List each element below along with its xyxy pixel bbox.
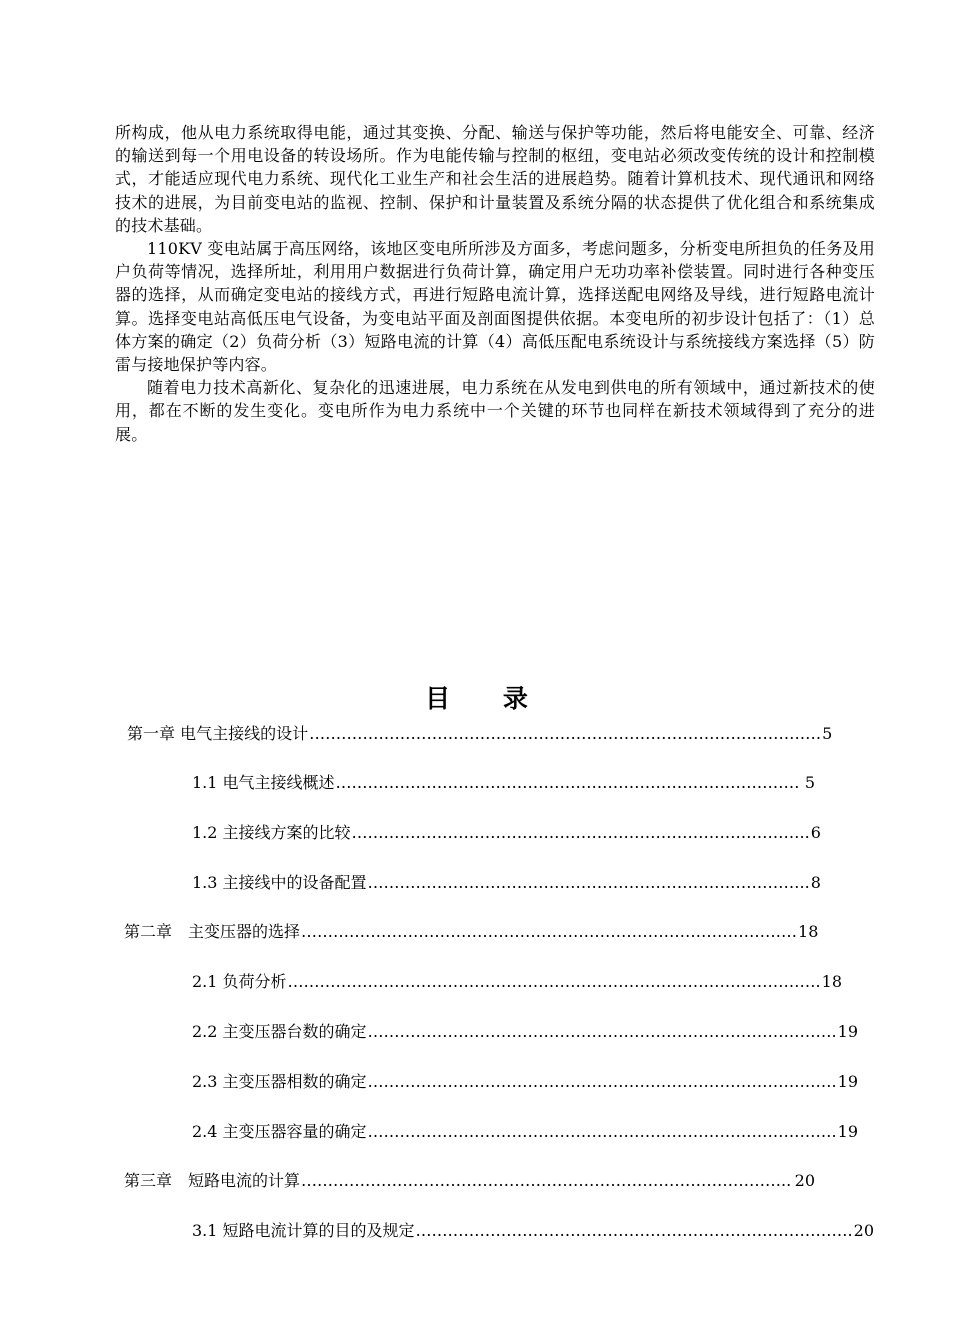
toc-entry-section-1-2[interactable] [192, 823, 821, 843]
toc-page-number: 20 [794, 1171, 815, 1190]
toc-leader: ………………………………………………………………………. [415, 1221, 853, 1240]
toc-entry-label: 1.3 主接线中的设备配置 [192, 873, 367, 892]
toc-page-number: 5 [822, 724, 833, 743]
toc-leader: ……………………………………………………………………………….. [301, 1171, 792, 1190]
toc-page-number: 8 [810, 873, 821, 892]
intro-paragraph: 随着电力技术高新化、复杂化的迅速进展，电力系统在从发电到供电的所有领域中，通过新技术的使用，都在不断的发生变化。变电所作为电力系统中一个关键的环节也同样在新技术领域得到了充分的进展。 [115, 378, 875, 444]
toc-entry-label: 2.1 负荷分析 [192, 972, 287, 991]
toc-leader: ……………………………………………………………………………. [367, 1122, 837, 1141]
toc-page-number: 5 [804, 773, 815, 792]
toc-entry-label: 第二章 主变压器的选择 [124, 922, 301, 941]
toc-leader: …………………………………………………………………………………… [309, 724, 822, 743]
toc-entry-chapter-1[interactable] [127, 724, 833, 744]
toc-entry-label: 2.3 主变压器相数的确定 [192, 1072, 367, 1091]
toc-leader: …………………………………………………………………………… [335, 773, 800, 792]
toc-entry-label: 1.1 电气主接线概述 [192, 773, 335, 792]
toc-leader: ………………………………………………………………………………… [301, 922, 798, 941]
toc-page-number: 19 [837, 1122, 858, 1141]
toc-page-number: 19 [837, 1022, 858, 1041]
toc-entry-label: 2.4 主变压器容量的确定 [192, 1122, 367, 1141]
intro-paragraph: 所构成，他从电力系统取得电能，通过其变换、分配、输送与保护等功能，然后将电能安全、可靠、经济的输送到每一个用电设备的转设场所。作为电能传输与控制的枢纽，变电站必须改变传统的设计和控制模式，才能适应现代电力系统、现代化工业生产和社会生活的进展趋势。随着计算机技术、现代通讯和网络技术的进展，为目前变电站的监视、控制、保护和计量装置及系统分隔的状态提供了优化组合和系统集成的技术基础。 [115, 123, 875, 235]
toc-entry-label: 1.2 主接线方案的比较 [192, 823, 351, 842]
toc-entry-section-2-1[interactable] [192, 972, 842, 992]
toc-page-number: 6 [810, 823, 821, 842]
toc-leader: ……………………………………………………………………………. [367, 1072, 837, 1091]
toc-entry-section-2-3[interactable] [192, 1072, 858, 1092]
toc-page-number: 20 [853, 1221, 874, 1240]
toc-entry-section-3-1[interactable] [192, 1221, 874, 1241]
toc-leader: ……………………………………………………………………………. [367, 1022, 837, 1041]
toc-entry-section-2-2[interactable] [192, 1022, 858, 1042]
toc-page-number: 18 [821, 972, 842, 991]
toc-leader: ………………………………………………………………………….. [351, 823, 810, 842]
toc-page-number: 19 [837, 1072, 858, 1091]
toc-entry-chapter-2[interactable] [124, 922, 819, 942]
toc-leader: ………………………………………………………………………………………. [287, 972, 821, 991]
toc-entry-label: 第三章 短路电流的计算 [124, 1171, 301, 1190]
toc-page-number: 18 [798, 922, 819, 941]
toc-entry-section-2-4[interactable] [192, 1122, 858, 1142]
intro-paragraph: 110KV 变电站属于高压网络，该地区变电所所涉及方面多，考虑问题多，分析变电所担负的任务及用户负荷等情况，选择所址，利用用户数据进行负荷计算，确定用户无功功率补偿装置。同时进行各种变压器的选择，从而确定变电站的接线方式，再进行短路电流计算，选择送配电网络及导线，进行短路电流计算。选择变电站高低压电气设备，为变电站平面及剖面图提供依据。本变电所的初步设计包括了：（1）总体方案的确定（2）负荷分析（3）短路电流的计算（4）高低压配电系统设计与系统接线方案选择（5）防雷与接地保护等内容。 [115, 239, 875, 375]
toc-leader: ……………………………………………………………………….. [367, 873, 810, 892]
toc-entry-label: 2.2 主变压器台数的确定 [192, 1022, 367, 1041]
toc-entry-label: 第一章 电气主接线的设计 [127, 724, 309, 743]
toc-entry-label: 3.1 短路电流计算的目的及规定 [192, 1221, 415, 1240]
toc-title: 目 录 [425, 684, 550, 713]
toc-entry-section-1-1[interactable] [192, 773, 815, 793]
toc-entry-chapter-3[interactable] [124, 1171, 815, 1191]
toc-entry-section-1-3[interactable] [192, 873, 821, 893]
